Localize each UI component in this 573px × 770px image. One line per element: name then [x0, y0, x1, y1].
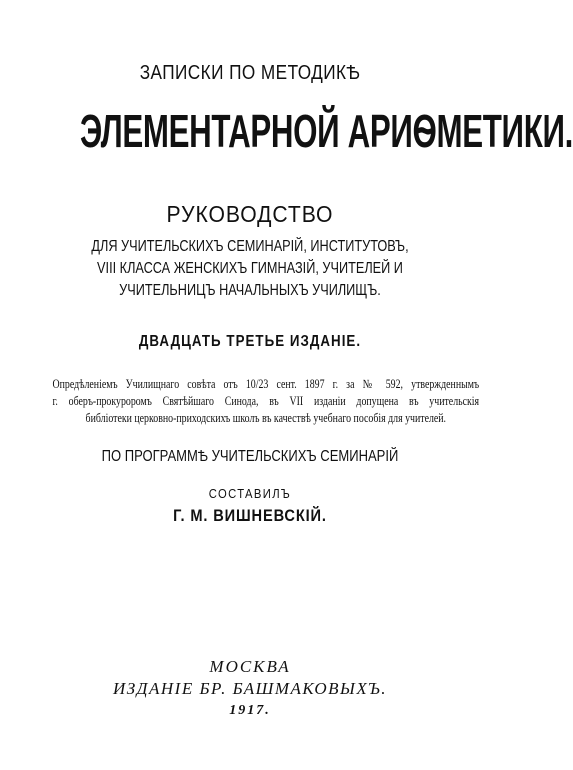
- publication-year: 1917.: [229, 703, 271, 718]
- approval-notice-line: [52, 377, 480, 392]
- author-name: Г. М. ВИШНЕВСКІЙ.: [173, 506, 327, 525]
- publisher-name: ИЗДАНІЕ БР. БАШМАКОВЫХЪ.: [112, 679, 387, 698]
- approval-notice-text: библіотеки церковно-приходскихъ школъ въ качествѣ учебнаго пособія для учителей.: [85, 411, 447, 425]
- book-title: ЭЛЕМЕНТАРНОЙ АРИѲМЕТИКИ.: [80, 105, 573, 157]
- audience-line: ДЛЯ УЧИТЕЛЬСКИХЪ СЕМИНАРІЙ, ИНСТИТУТОВЪ,: [91, 238, 409, 255]
- audience-line: VIII КЛАССА ЖЕНСКИХЪ ГИМНАЗІЙ, УЧИТЕЛЕЙ И: [97, 260, 403, 277]
- approval-notice-text: Опредѣленіемъ Училищнаго совѣта отъ 10/23 сент. 1897 г. за № 592, утвержденнымъ: [52, 377, 480, 391]
- audience-line: УЧИТЕЛЬНИЦЪ НАЧАЛЬНЫХЪ УЧИЛИЩЪ.: [119, 282, 381, 299]
- approval-notice-line: [52, 394, 480, 409]
- publication-city: МОСКВА: [209, 657, 291, 676]
- edition-label: ДВАДЦАТЬ ТРЕТЬЕ ИЗДАНІЕ.: [138, 333, 362, 350]
- book-heading: РУКОВОДСТВО: [166, 201, 334, 227]
- book-subtitle: ЗАПИСКИ ПО МЕТОДИКѢ: [139, 62, 361, 84]
- approval-notice-line: [53, 411, 448, 426]
- approval-notice-text: г. оберъ-прокуроромъ Святѣйшаго Синода, въ VII изданіи допущена въ учительскія: [52, 394, 480, 408]
- program-label: ПО ПРОГРАММѢ УЧИТЕЛЬСКИХЪ СЕМИНАРІЙ: [101, 448, 399, 465]
- compiled-by-label: СОСТАВИЛЪ: [208, 487, 292, 501]
